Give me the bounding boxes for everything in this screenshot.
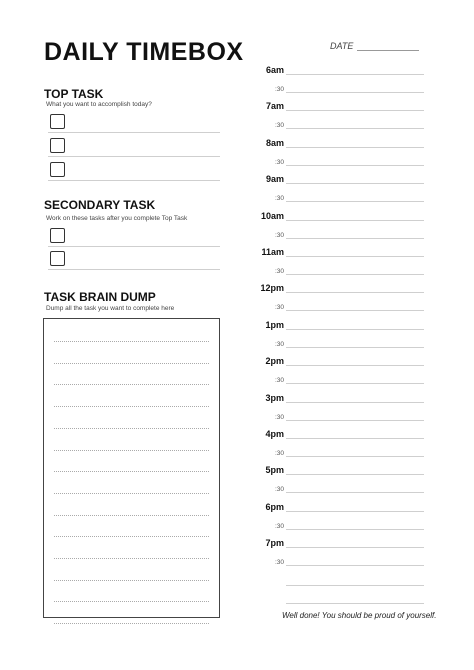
hour-line[interactable] <box>286 547 424 548</box>
hour-line[interactable] <box>286 329 424 330</box>
brain-dump-line[interactable] <box>54 341 209 342</box>
hour-label: 7am <box>265 101 284 112</box>
secondary-task-subtitle: Work on these tasks after you complete Top Task <box>46 215 188 222</box>
hour-label: 3pm <box>265 392 284 403</box>
brain-dump-line[interactable] <box>54 493 209 494</box>
half-hour-label: :30 <box>274 450 284 457</box>
date-label: DATE <box>330 41 354 51</box>
top-task-row[interactable] <box>48 136 220 157</box>
brain-dump-line[interactable] <box>54 536 209 537</box>
hour-label: 8am <box>265 137 284 148</box>
hour-line[interactable] <box>286 183 424 184</box>
half-hour-line[interactable] <box>286 310 424 311</box>
half-hour-line[interactable] <box>286 201 424 202</box>
checkbox[interactable] <box>50 138 65 153</box>
hour-line[interactable] <box>286 220 424 221</box>
half-hour-label: :30 <box>274 195 284 203</box>
extra-line[interactable] <box>286 603 424 604</box>
brain-dump-line[interactable] <box>54 471 209 472</box>
top-task-subtitle: What you want to accomplish today? <box>46 101 152 108</box>
hour-label: 7pm <box>265 538 284 549</box>
half-hour-line[interactable] <box>286 347 424 348</box>
hour-line[interactable] <box>286 365 424 366</box>
checkbox[interactable] <box>50 162 65 177</box>
half-hour-label: :30 <box>274 522 284 530</box>
brain-dump-line[interactable] <box>54 384 209 385</box>
brain-dump-line[interactable] <box>54 406 209 407</box>
hour-line[interactable] <box>286 292 424 293</box>
hour-line[interactable] <box>286 74 424 75</box>
hour-label: 4pm <box>265 429 284 439</box>
half-hour-line[interactable] <box>286 383 424 384</box>
secondary-task-title: SECONDARY TASK <box>44 198 156 212</box>
checkbox[interactable] <box>50 228 65 243</box>
hour-line[interactable] <box>286 110 424 111</box>
hour-label: 5pm <box>265 465 284 476</box>
half-hour-line[interactable] <box>286 128 424 129</box>
hour-label: 10am <box>260 210 284 221</box>
page-title: DAILY TIMEBOX <box>44 38 244 66</box>
hour-label: 6am <box>265 65 284 75</box>
half-hour-label: :30 <box>274 304 284 312</box>
hour-line[interactable] <box>286 511 424 512</box>
half-hour-label: :30 <box>274 122 284 130</box>
half-hour-line[interactable] <box>286 274 424 275</box>
brain-dump-title: TASK BRAIN DUMP <box>44 290 156 304</box>
half-hour-line[interactable] <box>286 92 424 93</box>
hour-label: 1pm <box>265 319 284 330</box>
hour-line[interactable] <box>286 474 424 475</box>
half-hour-label: :30 <box>274 268 284 275</box>
half-hour-line[interactable] <box>286 456 424 457</box>
brain-dump-line[interactable] <box>54 450 209 451</box>
top-task-title: TOP TASK <box>44 87 104 101</box>
half-hour-line[interactable] <box>286 565 424 566</box>
brain-dump-line[interactable] <box>54 363 209 364</box>
brain-dump-line[interactable] <box>54 580 209 581</box>
hour-label: 6pm <box>265 501 284 512</box>
hour-label: 2pm <box>265 356 284 367</box>
half-hour-line[interactable] <box>286 492 424 493</box>
footer-message: Well done! You should be proud of yourself. <box>282 611 437 620</box>
hour-label: 11am <box>261 247 284 257</box>
top-task-row[interactable] <box>48 160 220 181</box>
brain-dump-line[interactable] <box>54 601 209 602</box>
top-task-row[interactable] <box>48 112 220 133</box>
half-hour-line[interactable] <box>286 529 424 530</box>
date-line[interactable] <box>357 41 419 51</box>
extra-line[interactable] <box>286 585 424 586</box>
half-hour-label: :30 <box>274 231 284 239</box>
half-hour-label: :30 <box>274 486 284 494</box>
hour-line[interactable] <box>286 256 424 257</box>
hour-line[interactable] <box>286 438 424 439</box>
brain-dump-line[interactable] <box>54 515 209 516</box>
half-hour-label: :30 <box>274 377 284 385</box>
half-hour-line[interactable] <box>286 238 424 239</box>
hour-label: 12pm <box>260 283 284 294</box>
brain-dump-line[interactable] <box>54 623 209 624</box>
brain-dump-line[interactable] <box>54 558 209 559</box>
half-hour-line[interactable] <box>286 420 424 421</box>
half-hour-label: :30 <box>274 413 284 421</box>
secondary-task-row[interactable] <box>48 226 220 247</box>
hour-line[interactable] <box>286 147 424 148</box>
half-hour-label: :30 <box>274 158 284 166</box>
half-hour-label: :30 <box>274 86 284 93</box>
checkbox[interactable] <box>50 114 65 129</box>
hour-label: 9am <box>265 174 284 185</box>
brain-dump-line[interactable] <box>54 428 209 429</box>
date-field[interactable] <box>330 41 419 51</box>
hour-line[interactable] <box>286 402 424 403</box>
brain-dump-box[interactable] <box>43 318 220 618</box>
checkbox[interactable] <box>50 251 65 266</box>
brain-dump-subtitle: Dump all the task you want to complete here <box>46 305 175 312</box>
half-hour-label: :30 <box>274 340 284 348</box>
half-hour-line[interactable] <box>286 165 424 166</box>
secondary-task-row[interactable] <box>48 249 220 270</box>
half-hour-label: :30 <box>274 559 284 567</box>
